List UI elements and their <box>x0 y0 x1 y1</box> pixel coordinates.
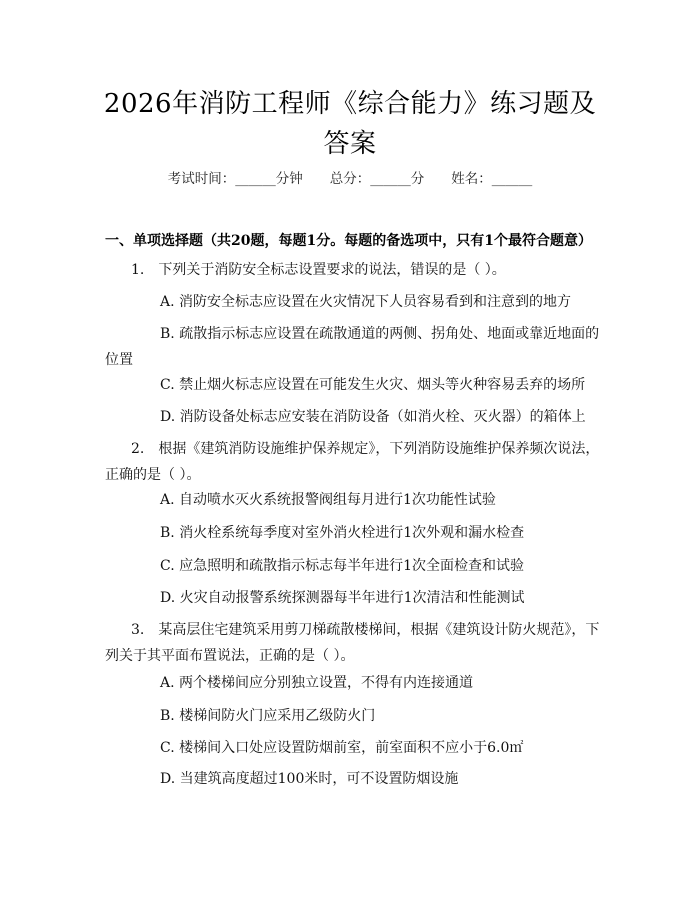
question-1-option-a: A. 消防安全标志应设置在火灾情况下人员容易看到和注意到的地方 <box>160 294 572 310</box>
section-heading-single-choice: 一、单项选择题（共20题，每题1分。每题的备选项中，只有1个最符合题意） <box>105 233 592 249</box>
question-2-option-c: C. 应急照明和疏散指示标志每半年进行1次全面检查和试验 <box>160 558 525 574</box>
exam-info-line: 考试时间：______分钟 总分：______分 姓名：______ <box>167 171 533 187</box>
question-1-stem: 1. 下列关于消防安全标志设置要求的说法，错误的是（ ）。 <box>131 262 506 278</box>
question-3-option-b: B. 楼梯间防火门应采用乙级防火门 <box>160 708 376 724</box>
question-2-option-a: A. 自动喷水灭火系统报警阀组每月进行1次功能性试验 <box>160 492 496 508</box>
question-3-option-a: A. 两个楼梯间应分别独立设置，不得有内连接通道 <box>160 675 474 691</box>
question-1-option-d: D. 消防设备处标志应安装在消防设备（如消火栓、灭火器）的箱体上 <box>160 409 586 425</box>
question-1-option-c: C. 禁止烟火标志应设置在可能发生火灾、烟头等火种容易丢弃的场所 <box>160 377 586 393</box>
question-3-stem: 3. 某高层住宅建筑采用剪刀梯疏散楼梯间，根据《建筑设计防火规范》，下列关于其平面布置说法，正确的是（ ）。 <box>105 622 600 664</box>
question-3-option-c: C. 楼梯间入口处应设置防烟前室，前室面积不应小于6.0㎡ <box>160 740 524 756</box>
question-3-option-d: D. 当建筑高度超过100米时，可不设置防烟设施 <box>160 771 459 787</box>
document-title: 2026年消防工程师《综合能力》练习题及答案 <box>103 89 597 159</box>
question-2-option-d: D. 火灾自动报警系统探测器每半年进行1次清洁和性能测试 <box>160 590 525 606</box>
question-2-stem: 2. 根据《建筑消防设施维护保养规定》，下列消防设施维护保养频次说法，正确的是（ ）。 <box>105 441 600 483</box>
question-1-option-b: B. 疏散指示标志应设置在疏散通道的两侧、拐角处、地面或靠近地面的位置 <box>105 326 600 368</box>
question-2-option-b: B. 消火栓系统每季度对室外消火栓进行1次外观和漏水检查 <box>160 525 525 541</box>
